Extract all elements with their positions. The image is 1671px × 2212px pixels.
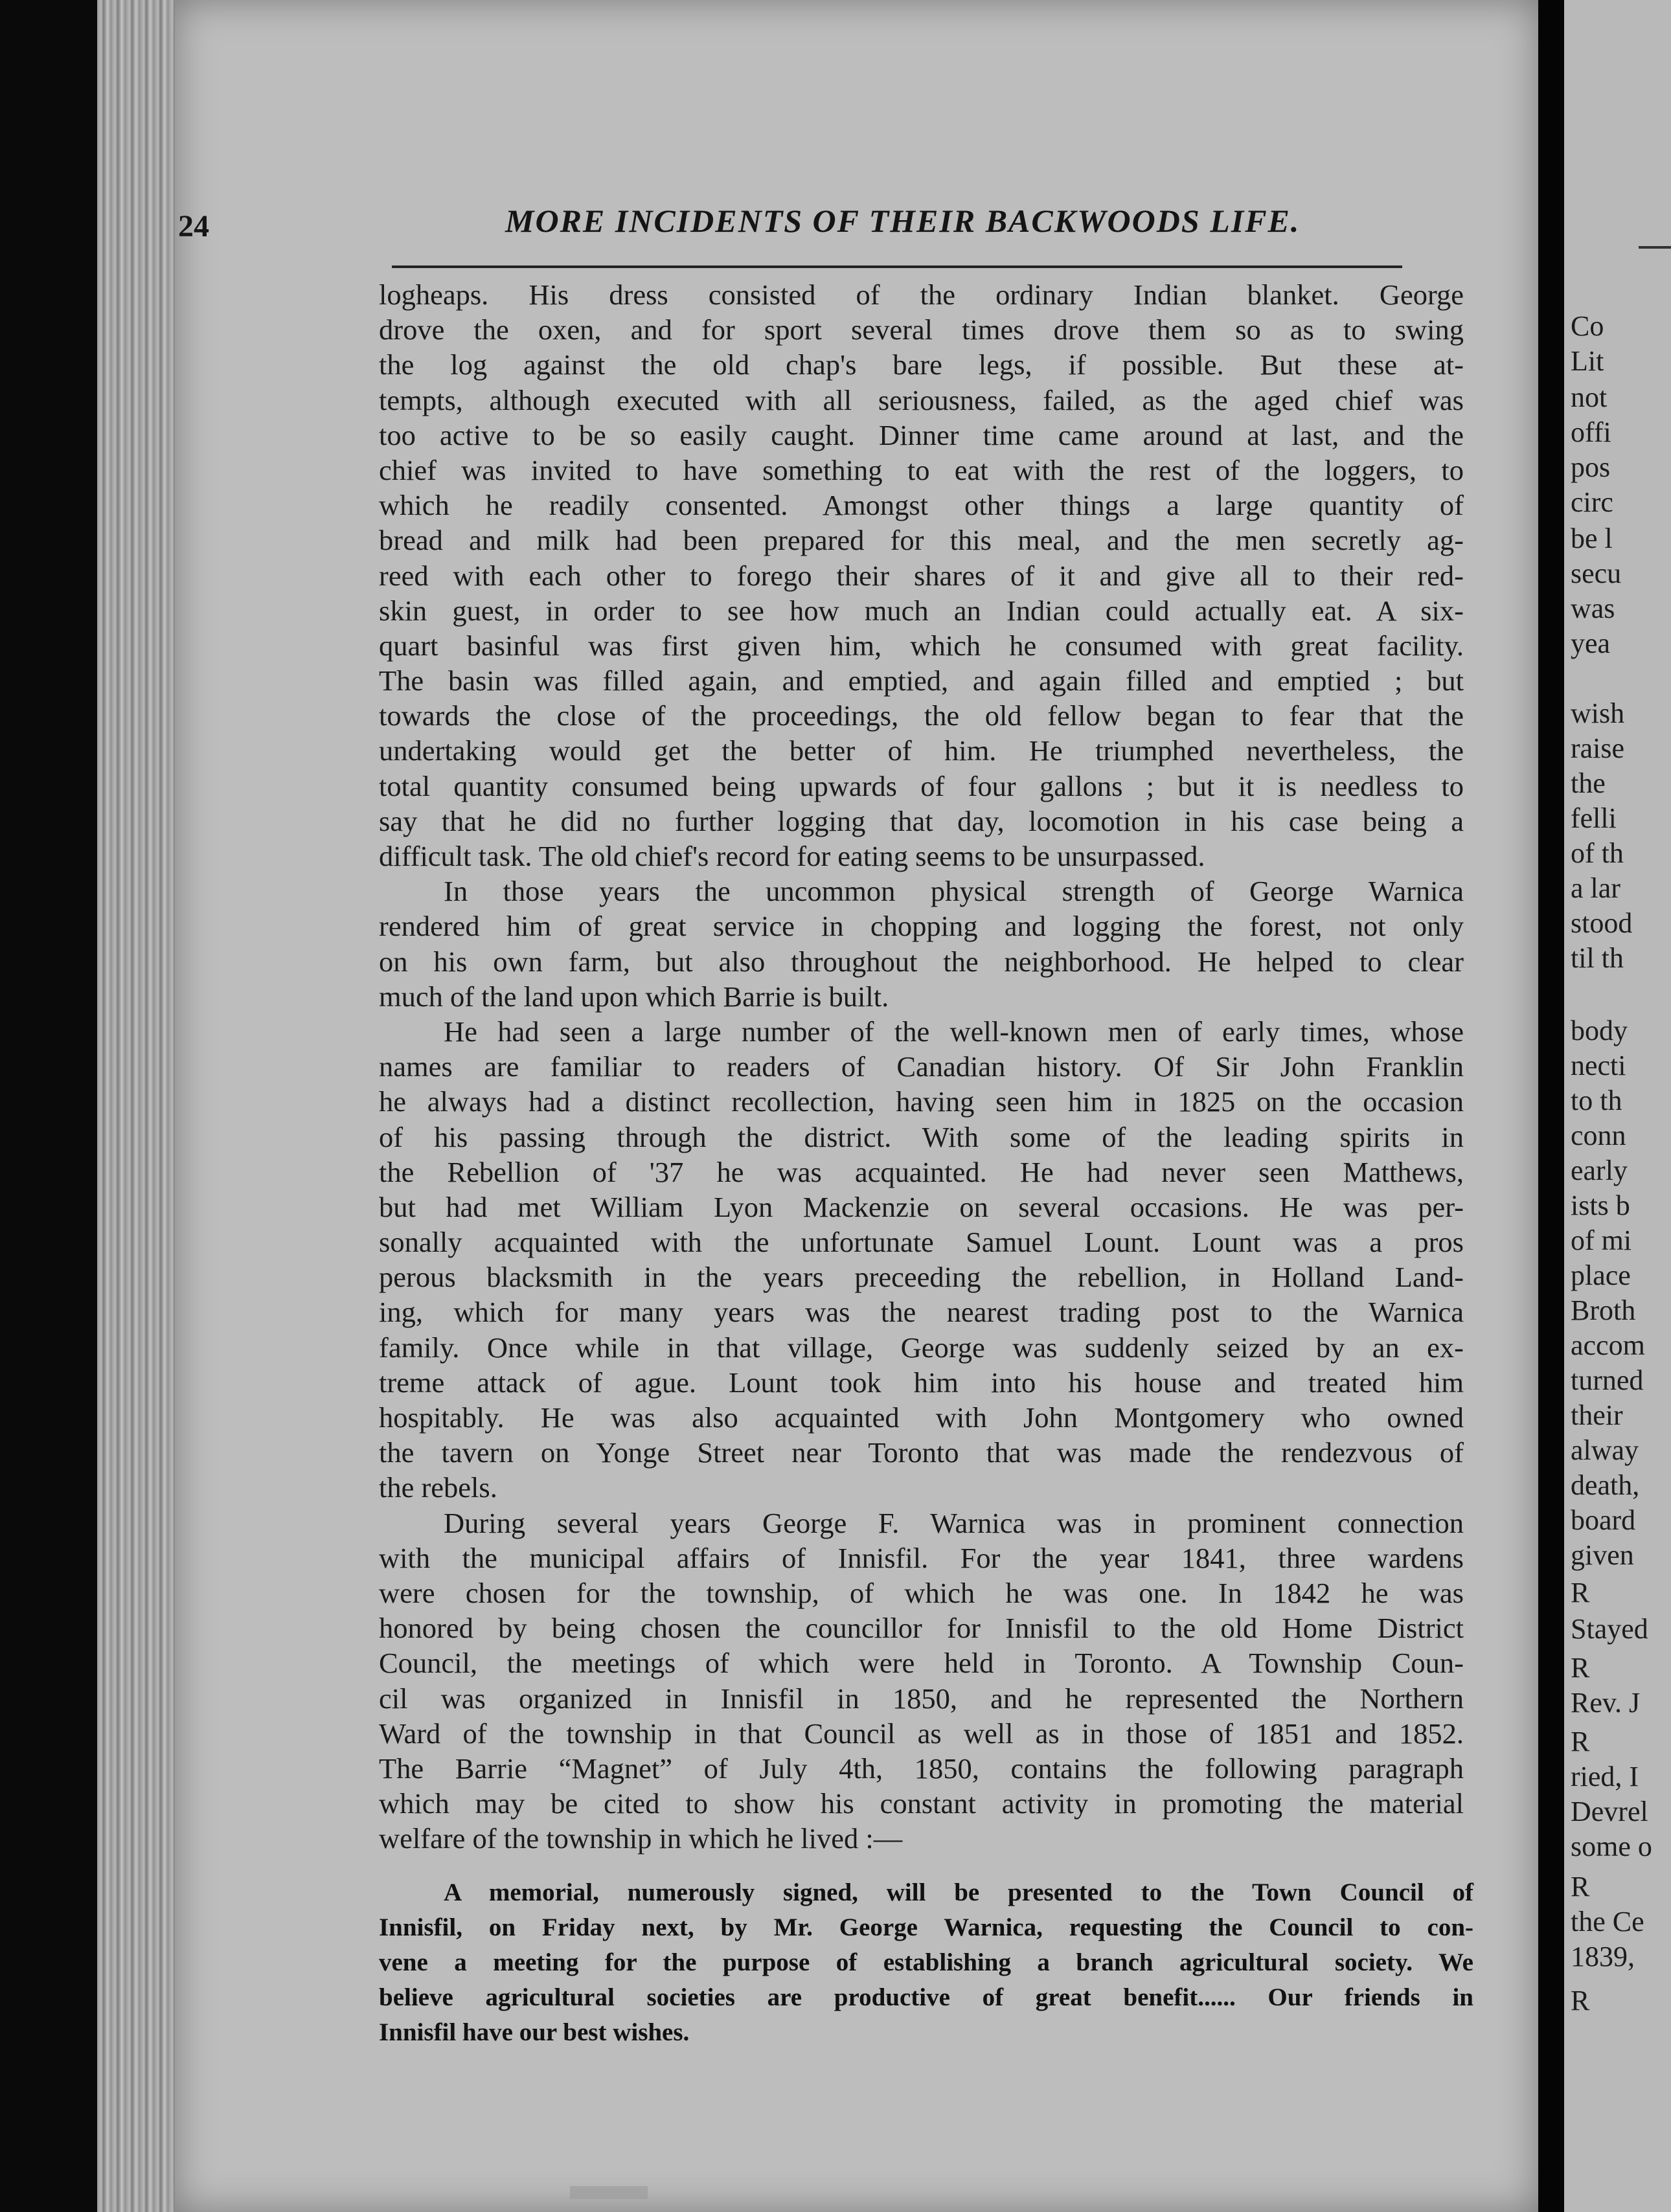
quote-line: believe agricultural societies are productive of great benefit...... Our friends in (379, 1983, 1473, 2011)
facing-page-fragment: accom (1571, 1329, 1645, 1361)
text-line: names are familiar to readers of Canadian history. Of Sir John Franklin (379, 1050, 1464, 1083)
text-line: chief was invited to have something to eat with the rest of the loggers, to (379, 453, 1464, 486)
facing-page-fragment: necti (1571, 1050, 1626, 1081)
facing-page-fragment: R (1571, 1985, 1590, 2016)
facing-page-fragment: til th (1571, 942, 1624, 974)
quoted-memorial (379, 1875, 1473, 2050)
facing-page-fragment: 1839, (1571, 1941, 1635, 1972)
text-line: on his own farm, but also throughout the neighborhood. He helped to clear (379, 945, 1464, 978)
text-line: skin guest, in order to see how much an Indian could actually eat. A six- (379, 594, 1464, 627)
text-line: difficult task. The old chief's record for eating seems to be unsurpassed. (379, 840, 1205, 872)
text-line: family. Once while in that village, George was suddenly seized by an ex- (379, 1331, 1464, 1364)
text-line: tempts, although executed with all seriousness, failed, as the aged chief was (379, 383, 1464, 416)
facing-page-fragment: secu (1571, 558, 1622, 589)
facing-page-fragment: the (1571, 767, 1606, 799)
text-line: undertaking would get the better of him. He triumphed nevertheless, the (379, 734, 1464, 767)
facing-page-fragment: given (1571, 1539, 1634, 1571)
facing-page-fragment: of th (1571, 837, 1624, 869)
text-line: he always had a distinct recollection, having seen him in 1825 on the occasion (379, 1085, 1464, 1118)
facing-page-fragment: was (1571, 592, 1615, 624)
text-line: with the municipal affairs of Innisfil. For the year 1841, three wardens (379, 1541, 1464, 1574)
facing-page-fragment: conn (1571, 1120, 1626, 1151)
text-line: of his passing through the district. With some of the leading spirits in (379, 1120, 1464, 1153)
facing-page-fragment: to th (1571, 1085, 1622, 1116)
facing-page-fragment: wish (1571, 697, 1625, 729)
facing-page-fragment: of mi (1571, 1224, 1632, 1256)
text-line: the rebels. (379, 1471, 497, 1504)
facing-page-rule (1639, 246, 1671, 249)
text-line: reed with each other to forego their shares of it and give all to their red- (379, 559, 1464, 592)
text-line: cil was organized in Innisfil in 1850, and he represented the Northern (379, 1682, 1464, 1715)
text-line: logheaps. His dress consisted of the ordinary Indian blanket. George (379, 278, 1464, 311)
facing-page-fragment: R (1571, 1726, 1590, 1757)
stacked-page-edges (97, 0, 188, 2212)
text-line: total quantity consumed being upwards of four gallons ; but it is needless to (379, 769, 1464, 802)
text-line: hospitably. He was also acquainted with John Montgomery who owned (379, 1401, 1464, 1434)
facing-page-fragment: felli (1571, 802, 1617, 834)
text-line: rendered him of great service in chopping and logging the forest, not only (379, 910, 1464, 943)
text-line: but had met William Lyon Mackenzie on several occasions. He was per- (379, 1190, 1464, 1223)
facing-page-fragment: body (1571, 1015, 1628, 1046)
facing-page-fragment: some o (1571, 1831, 1652, 1862)
text-line: In those years the uncommon physical strength of George Warnica (444, 875, 1464, 908)
body-text (379, 277, 1464, 1856)
facing-page-fragment: raise (1571, 732, 1625, 764)
quote-line: Innisfil, on Friday next, by Mr. George Warnica, requesting the Council to con- (379, 1913, 1473, 1941)
book-gutter (1538, 0, 1564, 2212)
facing-page-fragment: R (1571, 1871, 1590, 1902)
text-line: During several years George F. Warnica was in prominent connection (444, 1506, 1464, 1539)
facing-page-fragment: Co (1571, 310, 1604, 342)
facing-page-fragment: Lit (1571, 345, 1604, 377)
text-line: The Barrie “Magnet” of July 4th, 1850, contains the following paragraph (379, 1752, 1464, 1785)
facing-page-fragment: yea (1571, 627, 1611, 659)
facing-page-fragment: place (1571, 1259, 1631, 1291)
text-line: were chosen for the township, of which he was one. In 1842 he was (379, 1576, 1464, 1609)
facing-page-fragment: board (1571, 1504, 1636, 1536)
text-line: much of the land upon which Barrie is built. (379, 980, 889, 1013)
facing-page-fragment: ried, I (1571, 1761, 1639, 1792)
facing-page-fragment: early (1571, 1155, 1628, 1186)
facing-page-fragment: R (1571, 1577, 1590, 1608)
text-line: drove the oxen, and for sport several times drove them so as to swing (379, 313, 1464, 346)
facing-page-fragment: pos (1571, 451, 1611, 483)
text-line: ing, which for many years was the nearest trading post to the Warnica (379, 1296, 1464, 1329)
running-head: MORE INCIDENTS OF THEIR BACKWOODS LIFE. (505, 203, 1301, 239)
facing-page-fragment: circ (1571, 486, 1613, 518)
text-line: the Rebellion of '37 he was acquainted. He had never seen Matthews, (379, 1155, 1464, 1188)
facing-page-fragment: a lar (1571, 872, 1620, 904)
text-line: Ward of the township in that Council as well as in those of 1851 and 1852. (379, 1717, 1464, 1750)
text-line: the tavern on Yonge Street near Toronto that was made the rendezvous of (379, 1436, 1464, 1469)
text-line: welfare of the township in which he lived :— (379, 1822, 903, 1855)
scan-smudge (570, 2186, 648, 2199)
text-line: the log against the old chap's bare legs, if possible. But these at- (379, 348, 1464, 381)
text-line: quart basinful was first given him, which he consumed with great facility. (379, 629, 1464, 662)
quote-line: A memorial, numerously signed, will be presented to the Town Council of (444, 1879, 1473, 1906)
quote-line: vene a meeting for the purpose of establishing a branch agricultural society. We (379, 1948, 1473, 1976)
text-line: treme attack of ague. Lount took him into his house and treated him (379, 1366, 1464, 1399)
facing-page-fragment: Broth (1571, 1294, 1636, 1326)
facing-page-fragment: be l (1571, 523, 1613, 554)
facing-page-fragment: alway (1571, 1434, 1639, 1466)
header-rule (392, 265, 1402, 268)
facing-page-fragment: Rev. J (1571, 1687, 1641, 1719)
facing-page-fragment: not (1571, 381, 1608, 413)
text-line: towards the close of the proceedings, the old fellow began to fear that the (379, 699, 1464, 732)
text-line: sonally acquainted with the unfortunate Samuel Lount. Lount was a pros (379, 1226, 1464, 1259)
text-line: Council, the meetings of which were held in Toronto. A Township Coun- (379, 1647, 1464, 1680)
text-line: too active to be so easily caught. Dinner time came around at last, and the (379, 418, 1464, 451)
quote-line: Innisfil have our best wishes. (379, 2018, 690, 2046)
facing-page-fragment: death, (1571, 1469, 1640, 1501)
facing-page-fragment: R (1571, 1652, 1590, 1684)
facing-page-fragment: their (1571, 1399, 1623, 1431)
facing-page-fragment: stood (1571, 907, 1633, 939)
facing-page-fragment: Stayed (1571, 1613, 1648, 1645)
facing-page-fragment: ists b (1571, 1190, 1630, 1221)
text-line: bread and milk had been prepared for this meal, and the men secretly ag- (379, 524, 1464, 557)
facing-page-fragment: the Ce (1571, 1906, 1644, 1937)
facing-page-fragment: Devrel (1571, 1796, 1648, 1827)
facing-page-fragment: turned (1571, 1364, 1644, 1396)
text-line: perous blacksmith in the years preceeding the rebellion, in Holland Land- (379, 1261, 1464, 1294)
text-line: The basin was filled again, and emptied, and again filled and emptied ; but (379, 664, 1464, 697)
facing-page-fragment: offi (1571, 416, 1611, 448)
text-line: which may be cited to show his constant activity in promoting the material (379, 1787, 1464, 1820)
text-line: He had seen a large number of the well-known men of early times, whose (444, 1015, 1464, 1048)
text-line: honored by being chosen the councillor for Innisfil to the old Home District (379, 1612, 1464, 1645)
page-number: 24 (178, 209, 209, 243)
text-line: which he readily consented. Amongst other things a large quantity of (379, 489, 1464, 522)
text-line: say that he did no further logging that day, locomotion in his case being a (379, 804, 1464, 837)
scan-border-left (0, 0, 97, 2212)
